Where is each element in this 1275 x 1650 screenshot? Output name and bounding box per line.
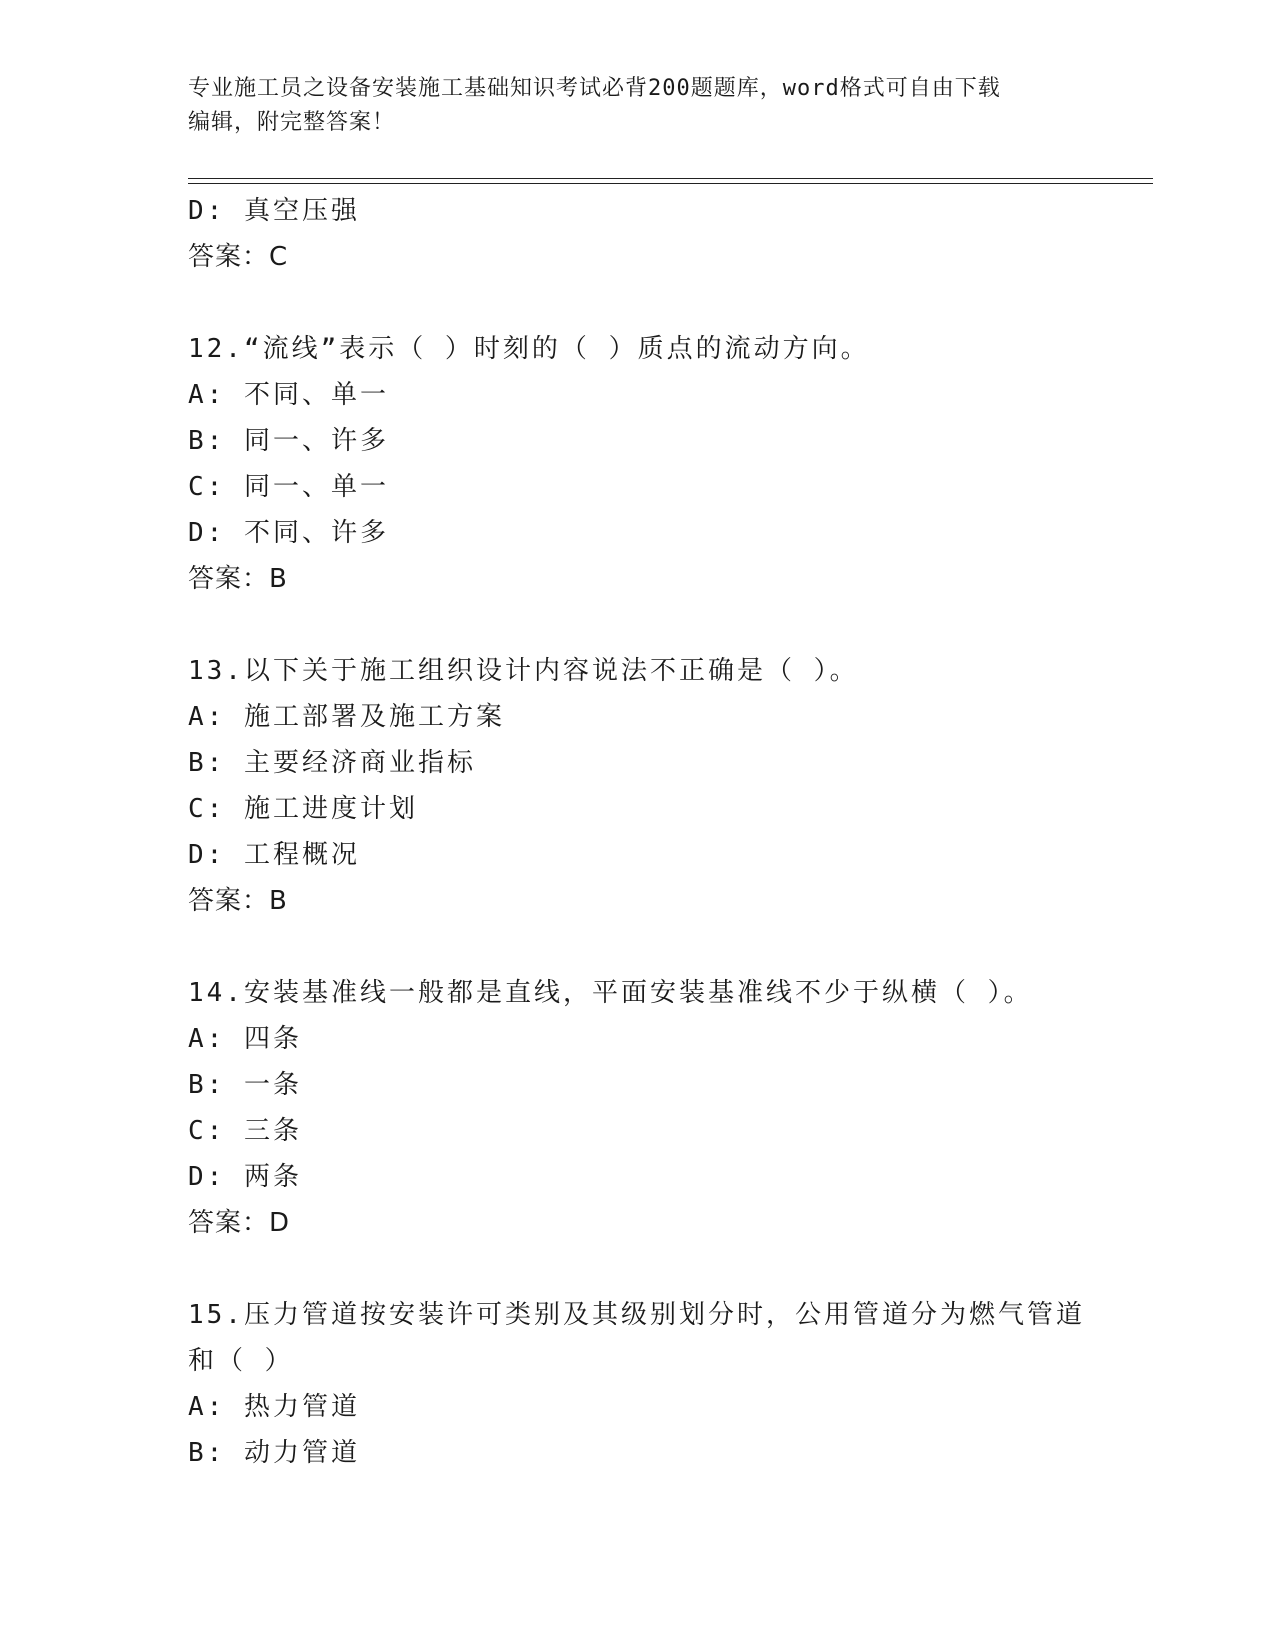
option-a: A: 四条 [188,1024,302,1054]
header-title-line-2: 编辑，附完整答案！ [188,110,396,135]
option-b: B: 主要经济商业指标 [188,748,476,778]
question-gap [188,924,1108,970]
question-gap [188,1246,1108,1292]
question-stem: 12.“流线”表示（ ）时刻的（ ）质点的流动方向。 [188,334,870,364]
question-stem: 14.安装基准线一般都是直线，平面安装基准线不少于纵横（ ）。 [188,978,1033,1008]
header-title-line-1: 专业施工员之设备安装施工基础知识考试必背200题题库，word格式可自由下载 [188,76,1001,101]
answer-line: 答案：C [188,242,289,272]
option-d: D: 不同、许多 [188,518,389,548]
option-d: D: 两条 [188,1162,302,1192]
answer-line: 答案：D [188,1208,291,1238]
question-gap [188,280,1108,326]
option-a: A: 施工部署及施工方案 [188,702,505,732]
question-gap [188,602,1108,648]
question-list [188,188,1108,1476]
option-d: D: 工程概况 [188,840,360,870]
question-stem-line-2: 和（ ） [188,1346,294,1376]
option-a: A: 不同、单一 [188,380,389,410]
question-15 [188,1292,1108,1476]
option-c: C: 同一、单一 [188,472,389,502]
option-d: D: 真空压强 [188,196,360,226]
document-header [188,72,1088,140]
option-c: C: 施工进度计划 [188,794,418,824]
header-divider-bottom [188,183,1153,184]
question-stem: 13.以下关于施工组织设计内容说法不正确是（ ）。 [188,656,859,686]
option-b: B: 同一、许多 [188,426,389,456]
question-13 [188,648,1108,924]
option-c: C: 三条 [188,1116,302,1146]
option-b: B: 一条 [188,1070,302,1100]
header-divider-top [188,178,1153,179]
question-stem-line-1: 15.压力管道按安装许可类别及其级别划分时，公用管道分为燃气管道 [188,1300,1085,1330]
option-b: B: 动力管道 [188,1438,360,1468]
option-a: A: 热力管道 [188,1392,360,1422]
question-12 [188,326,1108,602]
question-14 [188,970,1108,1246]
answer-line: 答案：B [188,886,288,916]
answer-line: 答案：B [188,564,288,594]
